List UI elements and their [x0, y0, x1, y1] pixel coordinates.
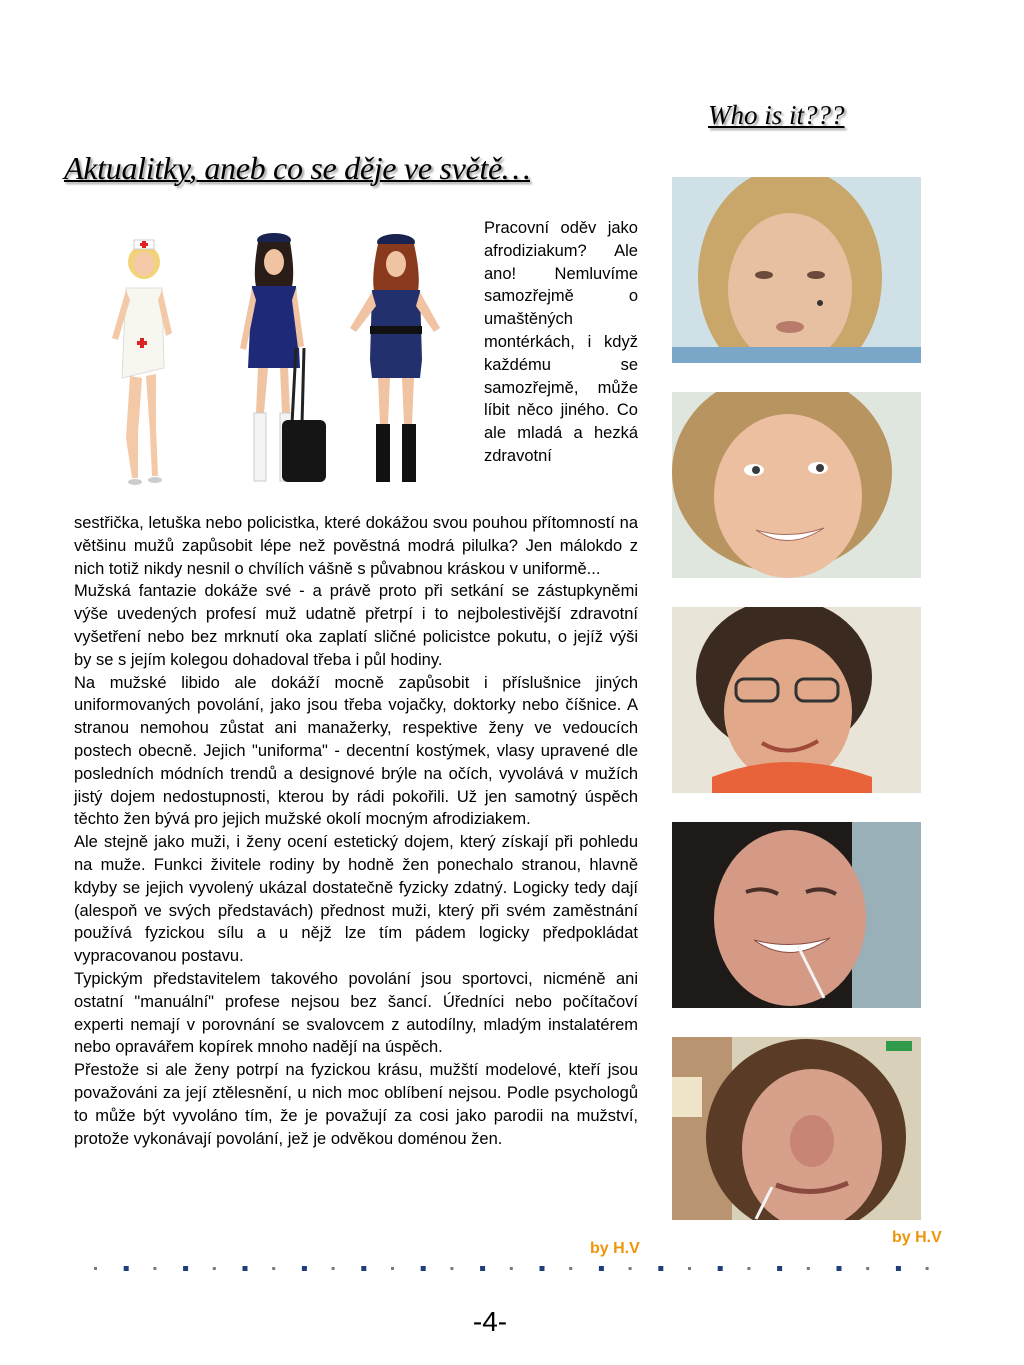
divider-dot: [391, 1267, 394, 1270]
divider-dot: [866, 1267, 869, 1270]
article-paragraph: Typickým představitelem takového povolání jsou sportovci, nicméně ani ostatní "manuální" profese nejsou bez šancí. Úředníci nebo počítačoví experti nemají v porovnání se svalovcem z autodílny, mladým instalatérem nebo opravářem kopírek mnoho nadějí na úspěch.: [74, 969, 638, 1057]
divider-dot: [124, 1266, 129, 1271]
divider-dot: [421, 1266, 426, 1271]
divider-dot: [361, 1266, 366, 1271]
divider-dot: [599, 1266, 604, 1271]
article-paragraph: Přestože si ale ženy potrpí na fyzickou krásu, mužští modelové, kteří jsou považováni za její ztělesnění, u nich moc oblíbení nejsou. Podle psychologů to může být vyvoláno tím, že je považují za cosi jako parodii na mužství, protože vykonávají povolání, jež je odvěkou doménou žen.: [74, 1061, 638, 1148]
divider-dot: [629, 1267, 632, 1270]
divider-dot: [302, 1266, 307, 1271]
divider-dot: [718, 1266, 723, 1271]
uniform-costumes-image: [92, 228, 452, 493]
face-photo-4: [672, 822, 921, 1008]
police-officer-figure: [340, 228, 450, 493]
divider-dot: [480, 1266, 485, 1271]
divider-dot: [243, 1266, 248, 1271]
article-paragraph: Mužská fantazie dokáže své - a právě proto při setkání se zástupkyněmi výše uvedených profesí muž udatně přetrpí i to nejbolestivější zdravotní vyšetření nebo bez mrknutí oka zaplatí sličné policistce pokutu, o jejíž výši by se s jejím kolegou dohadoval třeba i půl hodiny.: [74, 582, 638, 669]
divider-dot: [688, 1267, 691, 1270]
divider-dot: [510, 1267, 513, 1270]
divider-dot: [540, 1266, 545, 1271]
article-paragraph: Na mužské libido ale dokáží mocně zapůsobit i příslušnice jiných uniformovaných povolání, jako jsou třeba vojačky, doktorky nebo číšnice. A stranou nemohou zůstat ani manažerky, respektive ženy ve vedoucích postech obecně. Jejich "uniforma" - decentní kostýmek, vlasy upravené dle posledních módních trendů a designové brýle na očích, vyvolává v mužích jistý dojem nedostupnosti, kterou by rádi pokořili. Už jen samotný úspěch těchto žen bývá pro jejich mužské okolí mocným afrodiziakem.: [74, 673, 638, 829]
divider-dot: [777, 1266, 782, 1271]
article-title: Aktualitky, aneb co se děje ve světě…: [64, 150, 531, 186]
divider-dot: [272, 1267, 275, 1270]
divider-dot: [332, 1267, 335, 1270]
divider-dot: [183, 1266, 188, 1271]
article-body: [74, 512, 638, 1150]
divider-dot: [213, 1267, 216, 1270]
face-photo-2: [672, 392, 921, 578]
article-signature: by H.V: [590, 1240, 640, 1257]
divider-dot: [896, 1266, 901, 1271]
gallery-signature: by H.V: [892, 1229, 942, 1246]
divider-dot: [569, 1267, 572, 1270]
face-photo-1: [672, 177, 921, 363]
nurse-figure: [92, 228, 192, 493]
page-number: -4-: [472, 1306, 508, 1337]
face-photo-5: [672, 1037, 921, 1223]
divider-dot: [807, 1267, 810, 1270]
divider-dot: [926, 1267, 929, 1270]
divider-dot: [450, 1267, 453, 1270]
divider-dot: [153, 1267, 156, 1270]
gallery-title: Who is it???: [708, 100, 845, 130]
article-intro: [484, 217, 638, 468]
divider-dot: [747, 1267, 750, 1270]
article-paragraph: Ale stejně jako muži, i ženy ocení estetický dojem, který získají při pohledu na muže. Funkci živitele rodiny by hodně žen ponechalo stranou, hlavně kdyby se jejich vyvolený ukázal dostatečně fyzicky zdatný. Logicky tedy dají (alespoň ve svých představách) přednost muži, který při svém zaměstnání používá fyzickou sílu a u nějž lze tím pádem logicky předpokládat vypracovanou postavu.: [74, 833, 638, 966]
dotted-divider: [88, 1264, 948, 1274]
intro-paragraph: Pracovní oděv jako afrodiziakum? Ale ano! Nemluvíme samozřejmě o umaštěných montérkách, i když každému se samozřejmě, může líbit něco jiného. Co ale mladá a hezká zdravotní: [484, 219, 638, 465]
flight-attendant-figure: [222, 228, 337, 493]
divider-dot: [94, 1267, 97, 1270]
face-photo-3: [672, 607, 921, 793]
divider-dot: [837, 1266, 842, 1271]
divider-dot: [658, 1266, 663, 1271]
article-paragraph: sestřička, letuška nebo policistka, které dokážou svou pouhou přítomností na většinu mužů zapůsobit lépe než pověstná modrá pilulka? Jen málokdo z nich totiž nikdy nesnil o chvílích vášně s půvabnou kráskou v uniformě...: [74, 514, 638, 578]
